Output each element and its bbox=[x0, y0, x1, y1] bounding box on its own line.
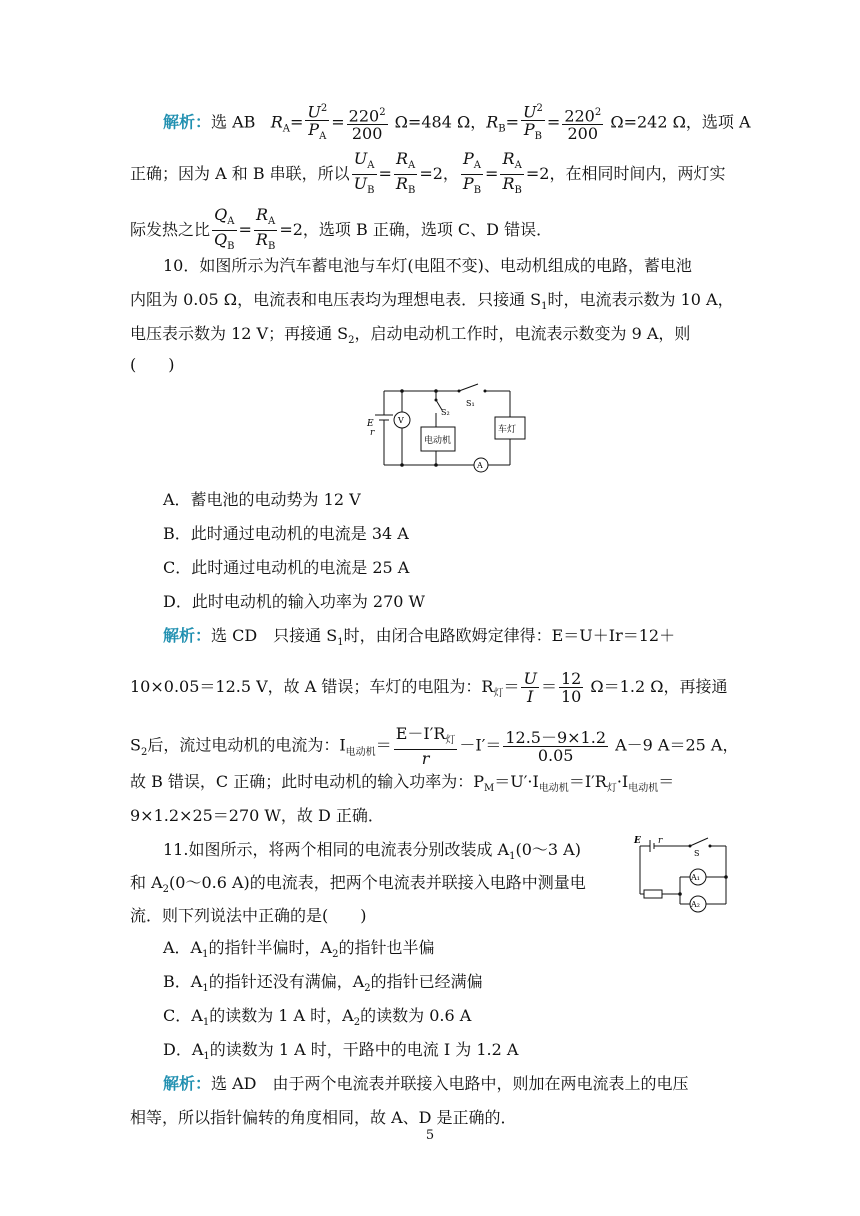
option-a: A．蓄电池的电动势为 12 V bbox=[163, 490, 361, 509]
option-c: C．$A_1$的读数为 1 A 时，$A_2$的读数为 0.6 A bbox=[163, 1006, 472, 1029]
solution-label: 解析： bbox=[163, 112, 212, 132]
lamp-label: 车灯 bbox=[498, 425, 517, 435]
fraction: $\frac{U_A}{U_B}$ bbox=[353, 149, 375, 197]
solution9-line1: 解析：选 AB $R_A=$ $\frac{U^2}{P_A}$ = $\frac{220^2}{200}$ Ω=484 Ω，$R_B=$ $\frac{U^2}{P_B}$ = $\frac{220^2}{200}$ Ω=242 Ω，选项 A bbox=[163, 100, 763, 146]
solution10-line2: 10×0.05＝12.5 V，故 A 错误；车灯的电阻为：$R_灯=$ $\frac{U}{I}$ ＝ $\frac{12}{10}$ Ω＝1.2 Ω，再接通 bbox=[130, 669, 728, 706]
fraction: $\frac{U}{I}$ bbox=[523, 669, 537, 706]
solution11-line2: 相等，所以指针偏转的角度相同，故 A、D 是正确的． bbox=[130, 1108, 517, 1127]
option-d: D．此时电动机的输入功率为 270 W bbox=[163, 592, 425, 611]
option-c: C．此时通过电动机的电流是 25 A bbox=[163, 558, 410, 577]
fraction: $\frac{R_A}{R_B}$ bbox=[255, 205, 276, 253]
solution10-line1: 解析：选 CD 只接通 $S_1$时，由闭合电路欧姆定律得：E＝U＋Ir＝12＋ bbox=[163, 626, 676, 649]
fraction: $\frac{E-I'R_灯}{r}$ bbox=[395, 724, 456, 769]
question11-line3: 流．则下列说法中正确的是( ) bbox=[130, 906, 367, 925]
question10-line4: ( ) bbox=[130, 355, 175, 374]
question10-line2: 内阻为 0.05 Ω，电流表和电压表均为理想电表．只接通 $S_1$时，电流表示数为 10 A， bbox=[130, 290, 734, 313]
solution10-line4: 故 B 错误，C 正确；此时电动机的输入功率为：$P_M=U'\cdot I_{电动机}=I'R_灯\cdot I_{电动机}=$ bbox=[130, 772, 675, 795]
fraction: $\frac{R_A}{R_B}$ bbox=[502, 149, 522, 197]
switch-s2-label: S₂ bbox=[441, 408, 450, 417]
motor-label: 电动机 bbox=[424, 436, 452, 446]
question11-line1: 11.如图所示，将两个相同的电流表分别改装成 $A_1(0\sim 3$ A) bbox=[163, 840, 581, 863]
option-b: B．此时通过电动机的电流是 34 A bbox=[163, 524, 409, 543]
fraction: $\frac{Q_A}{Q_B}$ bbox=[214, 205, 235, 253]
fraction: $\frac{U^2}{P_A}$ bbox=[305, 100, 329, 146]
circuit-diagram-q10 bbox=[362, 382, 532, 474]
solution9-line2: 正确；因为 A 和 B 串联，所以 $\frac{U_A}{U_B}$ = $\frac{R_A}{R_B}$ =2， $\frac{P_A}{P_B}$ = $\frac{R_A}{R_B}$ =2，在相同时间内，两灯实 bbox=[130, 150, 730, 199]
fraction: $\frac{R_A}{R_B}$ bbox=[395, 149, 416, 197]
ammeter-a2-icon: A₂ bbox=[691, 900, 700, 909]
solution-label: 解析： bbox=[163, 1074, 212, 1093]
emf-label: E bbox=[367, 419, 374, 429]
switch-label: S bbox=[694, 849, 700, 858]
fraction: $\frac{12}{10}$ bbox=[560, 669, 582, 706]
question10-line1: 10．如图所示为汽车蓄电池与车灯(电阻不变)、电动机组成的电路，蓄电池 bbox=[163, 256, 692, 275]
emf-label: E bbox=[634, 836, 641, 846]
voltmeter-icon: V bbox=[398, 416, 404, 425]
fraction: $\frac{12.5-9\times 1.2}{0.05}$ bbox=[505, 727, 607, 765]
solution10-line3: $S_2$后，流过电动机的电流为：$I_{电动机}=$ $\frac{E-I'R_灯}{r}$ －I′＝ $\frac{12.5-9\times 1.2}{0.05}$ A－9 A＝25 A， bbox=[130, 724, 739, 769]
solution10-line5: 9×1.2×25＝270 W，故 D 正确． bbox=[130, 806, 384, 825]
internal-resistance-label: r bbox=[658, 836, 663, 846]
solution11-line1: 解析：选 AD 由于两个电流表并联接入电路中，则加在两电流表上的电压 bbox=[163, 1074, 689, 1093]
solution9-line3: 际发热之比 $\frac{Q_A}{Q_B}$ = $\frac{R_A}{R_B}$ =2，选项 B 正确，选项 C、D 错误． bbox=[130, 206, 730, 255]
question10-line3: 电压表示数为 12 V；再接通 $S_2$，启动电动机工作时，电流表示数变为 9 A，则 bbox=[130, 324, 691, 347]
option-d: D．$A_1$的读数为 1 A 时，干路中的电流 I 为 1.2 A bbox=[163, 1040, 519, 1063]
option-b: B．$A_1$的指针还没有满偏，$A_2$的指针已经满偏 bbox=[163, 972, 483, 995]
fraction: $\frac{U^2}{P_B}$ bbox=[521, 100, 545, 146]
internal-resistance-label: r bbox=[370, 428, 375, 438]
question11-line2: 和 $A_2(0\sim 0.6$ A)的电流表，把两个电流表并联接入电路中测量电 bbox=[130, 873, 586, 896]
circuit-diagram-q11 bbox=[630, 834, 736, 918]
fraction: $\frac{P_A}{P_B}$ bbox=[462, 149, 482, 197]
solution-label: 解析： bbox=[163, 626, 212, 645]
fraction: $\frac{220^2}{200}$ bbox=[347, 104, 388, 142]
ammeter-icon: A bbox=[477, 461, 483, 470]
switch-s1-label: S₁ bbox=[466, 399, 475, 408]
fraction: $\frac{220^2}{200}$ bbox=[562, 104, 603, 142]
option-a: A．$A_1$的指针半偏时，$A_2$的指针也半偏 bbox=[163, 938, 435, 961]
ammeter-a1-icon: A₁ bbox=[691, 873, 700, 882]
page-number: 5 bbox=[425, 1128, 435, 1143]
